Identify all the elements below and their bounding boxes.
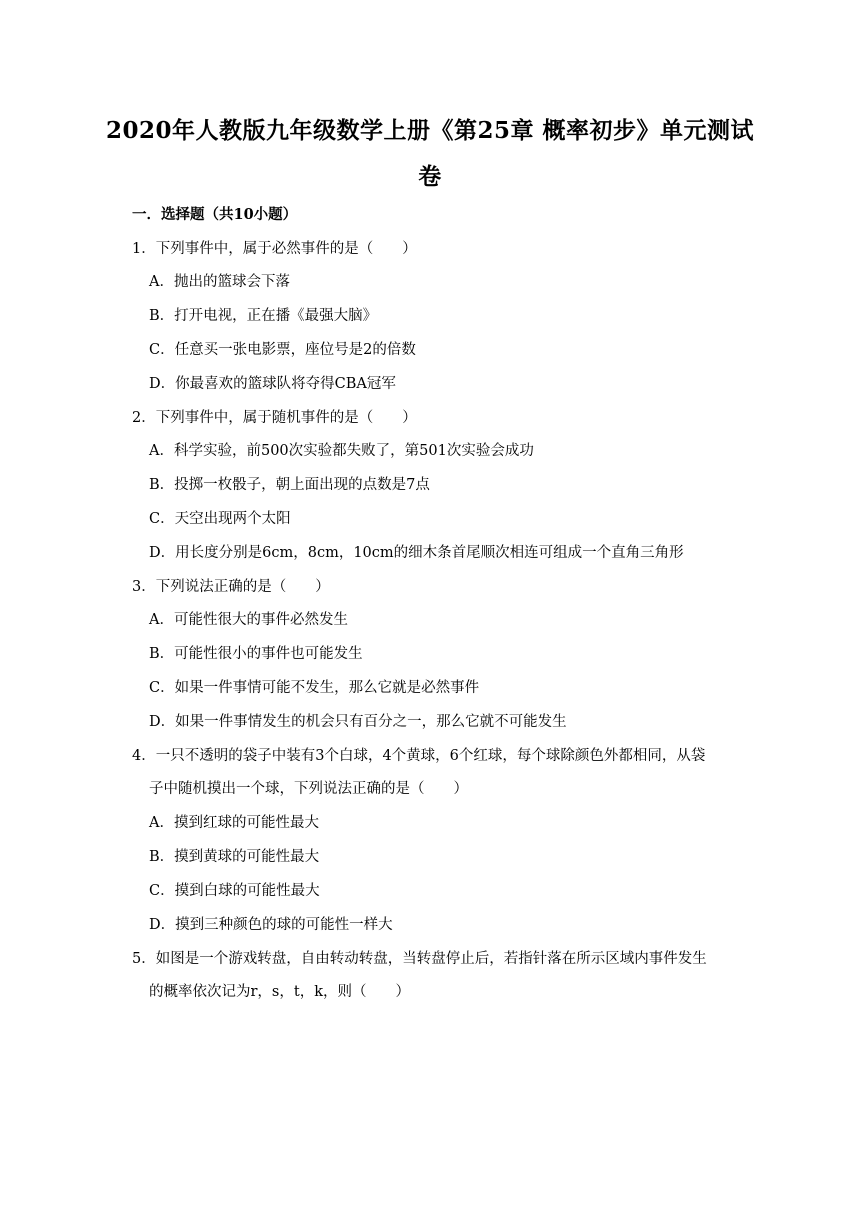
question-5-stem-continued: 的概率依次记为r，s，t，k，则（ ） <box>149 984 410 1000</box>
question-1-option-d: D．你最喜欢的篮球队将夺得CBA冠军 <box>149 376 396 392</box>
question-4-option-a: A．摸到红球的可能性最大 <box>149 815 319 831</box>
question-1-option-c: C．任意买一张电影票，座位号是2的倍数 <box>149 342 416 358</box>
question-3-option-b: B．可能性很小的事件也可能发生 <box>149 646 363 662</box>
question-4-stem: 4．一只不透明的袋子中装有3个白球，4个黄球，6个红球，每个球除颜色外都相同，从袋 <box>132 748 706 764</box>
question-2-option-d: D．用长度分别是6cm，8cm，10cm的细木条首尾顺次相连可组成一个直角三角形 <box>149 545 684 561</box>
question-4-stem-continued: 子中随机摸出一个球，下列说法正确的是（ ） <box>149 781 468 797</box>
document-title-line1: 2020年人教版九年级数学上册《第25章 概率初步》单元测试 <box>105 117 755 144</box>
question-2-option-c: C．天空出现两个太阳 <box>149 511 291 527</box>
question-3-option-c: C．如果一件事情可能不发生，那么它就是必然事件 <box>149 680 480 696</box>
question-4-option-b: B．摸到黄球的可能性最大 <box>149 849 320 865</box>
question-2-option-a: A．科学实验，前500次实验都失败了，第501次实验会成功 <box>149 443 534 459</box>
question-3-option-d: D．如果一件事情发生的机会只有百分之一，那么它就不可能发生 <box>149 714 567 730</box>
question-4-option-d: D．摸到三种颜色的球的可能性一样大 <box>149 917 393 933</box>
question-1-stem: 1．下列事件中，属于必然事件的是（ ） <box>132 241 417 257</box>
question-4-option-c: C．摸到白球的可能性最大 <box>149 883 320 899</box>
question-1-option-b: B．打开电视，正在播《最强大脑》 <box>149 308 378 324</box>
section-heading: 一．选择题（共10小题） <box>132 206 298 223</box>
question-3-stem: 3．下列说法正确的是（ ） <box>132 579 330 595</box>
question-1-option-a: A．抛出的篮球会下落 <box>149 274 290 290</box>
question-3-option-a: A．可能性很大的事件必然发生 <box>149 612 348 628</box>
question-5-stem: 5．如图是一个游戏转盘，自由转动转盘，当转盘停止后，若指针落在所示区域内事件发生 <box>132 951 707 967</box>
document-title-line2: 卷 <box>418 163 442 190</box>
question-2-stem: 2．下列事件中，属于随机事件的是（ ） <box>132 410 417 426</box>
question-2-option-b: B．投掷一枚骰子，朝上面出现的点数是7点 <box>149 477 430 493</box>
